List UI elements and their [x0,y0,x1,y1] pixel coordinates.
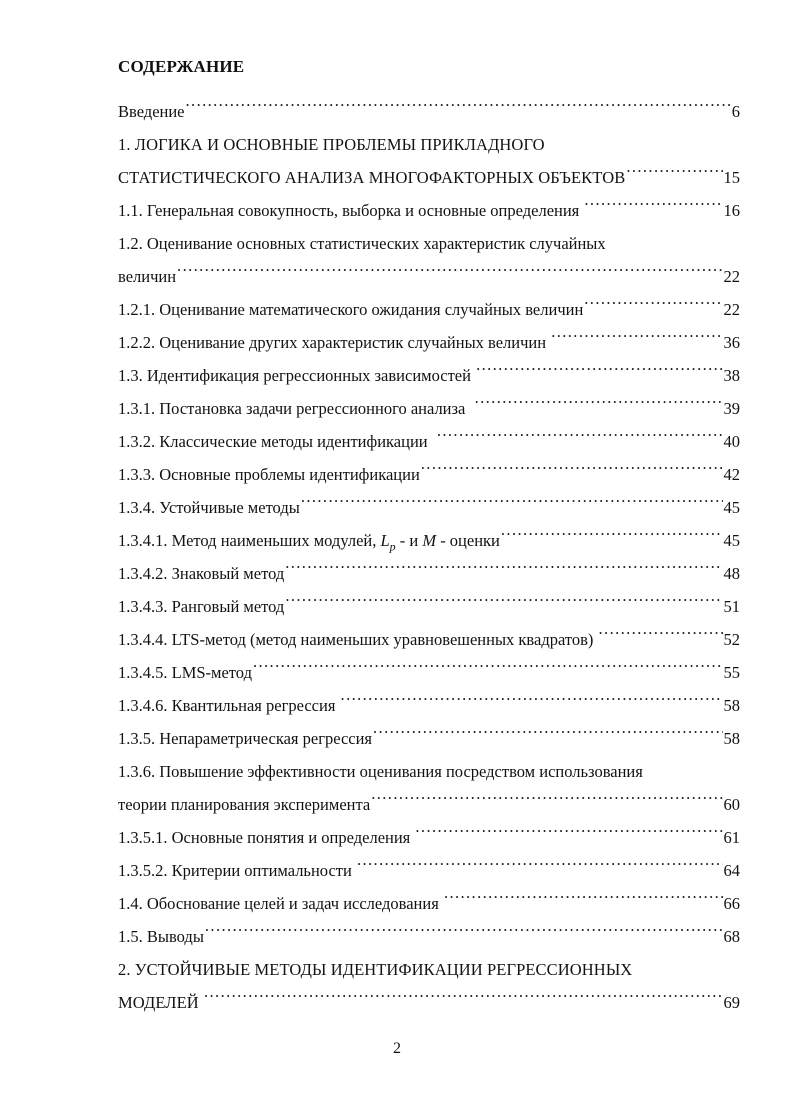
toc-entry-line: 1.3.6. Повышение эффективности оценивания посредством использования [118,762,643,781]
toc-entry[interactable] [118,95,740,128]
toc-entry[interactable] [118,623,740,656]
dot-leader [437,431,723,448]
dot-leader [205,926,723,943]
dot-leader [476,365,722,382]
dot-leader [444,893,723,910]
toc-entry-label: 1.3.4.6. Квантильная регрессия [118,696,340,715]
toc-page-number: 61 [723,828,740,847]
dot-leader [204,992,723,1009]
dot-leader [253,662,723,679]
toc-page-number: 39 [723,399,740,418]
toc-page-number: 15 [723,168,740,187]
toc-entry-label: 1.2.2. Оценивание других характеристик случайных величин [118,333,551,352]
toc-entry-label: 1.3.5. Непараметрическая регрессия [118,729,373,748]
toc-entry-label: Введение [118,102,185,121]
toc-entry[interactable] [118,887,740,920]
toc-entry-label: 1.3.2. Классические методы идентификации [118,432,436,451]
toc-leader-row [118,656,740,689]
toc-page-number: 22 [723,300,740,319]
dot-leader [475,398,723,415]
toc-entry-label: 1.3.5.2. Критерии оптимальности [118,861,356,880]
toc-leader-row [118,986,740,1019]
toc-page-number: 38 [723,366,740,385]
toc-leader-row [118,260,740,293]
toc-leader-row [118,524,740,557]
toc-entry[interactable] [118,590,740,623]
toc-entry-label: СТАТИСТИЧЕСКОГО АНАЛИЗА МНОГОФАКТОРНЫХ ОБЪЕКТОВ [118,168,626,187]
toc-entry-line: 1. ЛОГИКА И ОСНОВНЫЕ ПРОБЛЕМЫ ПРИКЛАДНОГО [118,135,545,154]
toc-leader-row [118,590,740,623]
toc-page-number: 58 [723,729,740,748]
toc-entry-label: МОДЕЛЕЙ [118,993,203,1012]
toc-entry-label: 1.3.4. Устойчивые методы [118,498,300,517]
toc-leader-row [118,359,740,392]
toc-entry-line: 1.2. Оценивание основных статистических характеристик случайных [118,234,606,253]
table-of-contents-list [118,95,740,1019]
toc-entry-label-conjunction: - и [395,531,423,550]
toc-entry-label-text: 1.3.4.1. Метод наименьших модулей, [118,531,381,550]
dot-leader [501,530,723,547]
toc-leader-row [118,392,740,425]
dot-leader [373,728,722,745]
toc-leader-row [118,788,740,821]
dot-leader [285,596,722,613]
toc-leader-row [118,623,740,656]
dot-leader [177,266,722,283]
toc-entry[interactable] [118,689,740,722]
toc-entry[interactable] [118,326,740,359]
dot-leader [626,167,722,184]
dot-leader [186,101,731,118]
toc-entry[interactable] [118,920,740,953]
toc-leader-row [118,920,740,953]
toc-entry[interactable] [118,194,740,227]
dot-leader [551,332,722,349]
dot-leader [584,299,722,316]
toc-leader-row [118,491,740,524]
toc-entry[interactable] [118,425,740,458]
toc-entry-label: теории планирования эксперимента [118,795,371,814]
toc-entry[interactable] [118,821,740,854]
toc-entry-label: величин [118,267,177,286]
toc-page-number: 22 [723,267,740,286]
toc-entry[interactable] [118,128,740,194]
dot-leader [341,695,723,712]
dot-leader [599,629,723,646]
toc-entry[interactable] [118,458,740,491]
dot-leader [421,464,723,481]
toc-entry-label: 1.3.3. Основные проблемы идентификации [118,465,420,484]
toc-entry[interactable] [118,491,740,524]
toc-leader-row [118,425,740,458]
toc-entry[interactable] [118,392,740,425]
toc-entry-label: 1.2.1. Оценивание математического ожидания случайных величин [118,300,584,319]
toc-page-number: 66 [723,894,740,913]
toc-page-number: 52 [723,630,740,649]
toc-entry-label: 1.3.4.5. LMS-метод [118,663,252,682]
toc-page-number: 64 [723,861,740,880]
toc-entry-label: 1.3. Идентификация регрессионных зависимостей [118,366,476,385]
toc-entry[interactable] [118,755,740,821]
dot-leader [371,794,722,811]
dot-leader [301,497,723,514]
toc-entry-label: 1.3.1. Постановка задачи регрессионного анализа [118,399,474,418]
toc-entry[interactable] [118,953,740,1019]
toc-entry-label: 1.1. Генеральная совокупность, выборка и основные определения [118,201,584,220]
toc-entry-label-tail: - оценки [436,531,500,550]
toc-entry-line: 2. УСТОЙЧИВЫЕ МЕТОДЫ ИДЕНТИФИКАЦИИ РЕГРЕССИОННЫХ [118,960,633,979]
toc-page-number: 6 [731,102,740,121]
toc-entry-label: 1.4. Обоснование целей и задач исследования [118,894,443,913]
math-variable-m: M [422,531,437,550]
toc-page-number: 48 [723,564,740,583]
toc-entry[interactable] [118,293,740,326]
dot-leader [415,827,722,844]
toc-entry-label: 1.3.4.3. Ранговый метод [118,597,285,616]
toc-page-number: 40 [723,432,740,451]
toc-leader-row [118,194,740,227]
toc-page-number: 16 [723,201,740,220]
toc-leader-row [118,854,740,887]
toc-leader-row [118,95,740,128]
toc-entry-label: 1.3.4.2. Знаковый метод [118,564,285,583]
page-title: СОДЕРЖАНИЕ [118,57,245,76]
toc-leader-row [118,821,740,854]
dot-leader [357,860,723,877]
toc-leader-row [118,887,740,920]
toc-page-number: 60 [723,795,740,814]
toc-page-number: 45 [723,498,740,517]
toc-leader-row [118,458,740,491]
toc-entry[interactable] [118,524,740,557]
toc-page-number: 68 [723,927,740,946]
toc-entry[interactable] [118,722,740,755]
toc-page-number: 45 [723,531,740,550]
toc-leader-row [118,161,740,194]
math-variable-l: L [380,531,390,550]
toc-leader-row [118,293,740,326]
toc-entry-label [118,524,500,557]
toc-entry[interactable] [118,227,740,293]
toc-leader-row [118,326,740,359]
toc-entry-label: 1.5. Выводы [118,927,204,946]
toc-leader-row [118,689,740,722]
dot-leader [584,200,722,217]
toc-entry-label: 1.3.5.1. Основные понятия и определения [118,828,415,847]
toc-entry[interactable] [118,854,740,887]
math-subscript-p: p [389,539,396,554]
toc-content-area [118,58,740,1019]
toc-entry[interactable] [118,359,740,392]
dot-leader [285,563,722,580]
toc-page-number: 51 [723,597,740,616]
page-number-footer: 2 [393,1040,401,1057]
toc-leader-row [118,557,740,590]
toc-entry-label: 1.3.4.4. LTS-метод (метод наименьших уравновешенных квадратов) [118,630,598,649]
toc-page-number: 36 [723,333,740,352]
toc-page-number: 42 [723,465,740,484]
toc-entry[interactable] [118,557,740,590]
toc-page-number: 58 [723,696,740,715]
toc-leader-row [118,722,740,755]
toc-entry[interactable] [118,656,740,689]
toc-page-number: 69 [723,993,740,1012]
toc-page-number: 55 [723,663,740,682]
